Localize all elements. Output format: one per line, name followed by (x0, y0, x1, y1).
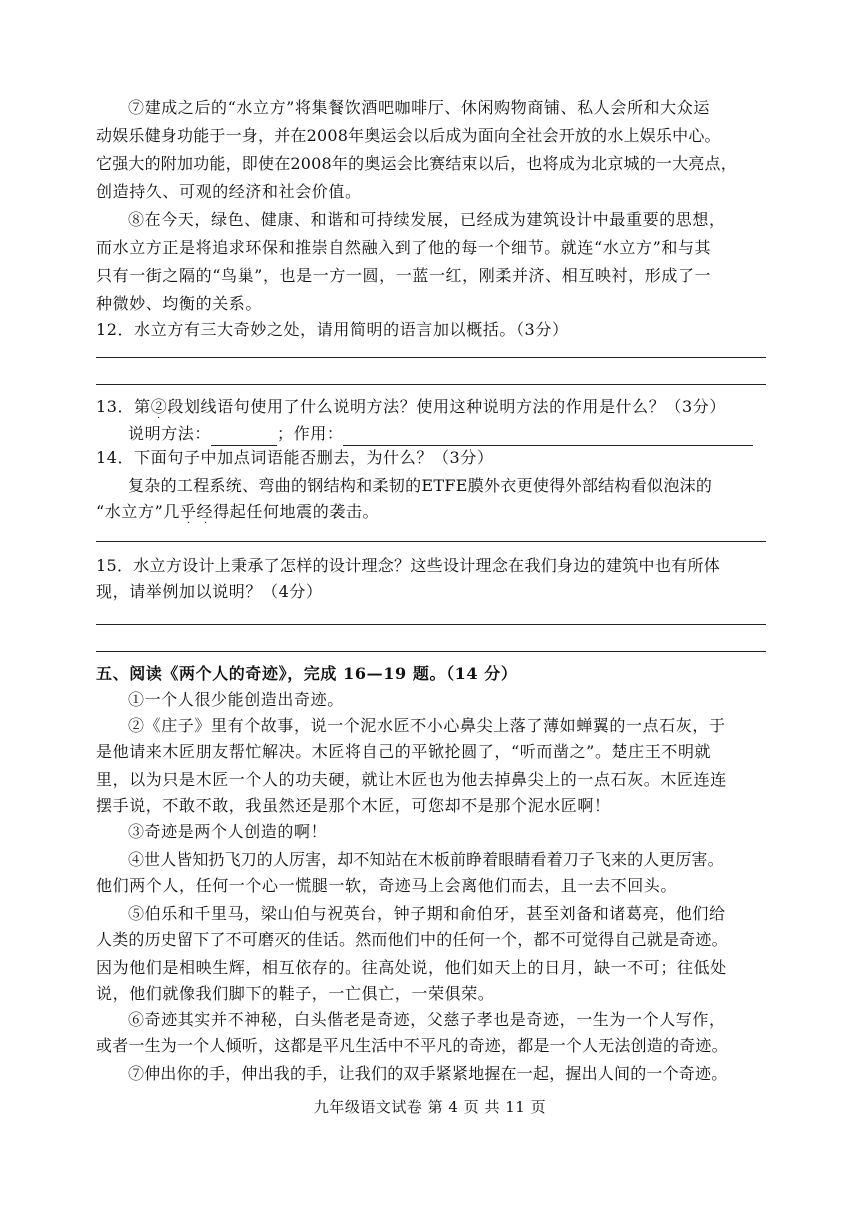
s5-p5-line4: 说，他们就像我们脚下的鞋子，一亡俱亡，一荣俱荣。 (96, 984, 495, 1003)
answer-line-15a[interactable] (96, 624, 766, 625)
passage-p8-line1: ⑧在今天，绿色、健康、和谐和可持续发展，已经成为建筑设计中最重要的思想， (128, 210, 726, 229)
passage-p8-line4: 种微妙、均衡的关系。 (96, 294, 263, 313)
s5-p1: ①一个人很少能创造出奇迹。 (128, 690, 344, 709)
effect-blank[interactable] (343, 427, 753, 446)
passage-p7-line4: 创造持久、可观的经济和社会价值。 (96, 182, 362, 201)
question-14: 14．下面句子中加点词语能否删去，为什么？（3分） (96, 448, 494, 467)
passage-p7-line2: 动娱乐健身功能于一身，并在2008年奥运会以后成为面向全社会开放的水上娱乐中心。 (96, 126, 721, 145)
section-5-heading: 五、阅读《两个人的奇迹》，完成 16—19 题。（14 分） (96, 664, 518, 683)
question-12: 12．水立方有三大奇妙之处，请用简明的语言加以概括。（3分） (96, 320, 569, 339)
s5-p7: ⑦伸出你的手，伸出我的手，让我们的双手紧紧地握在一起，握出人间的一个奇迹。 (128, 1064, 728, 1083)
question-14-sentence-line2: “水立方”几乎经得起任何地震的袭击。 (96, 502, 380, 521)
s5-p3: ③奇迹是两个人创造的啊！ (128, 822, 328, 841)
question-13: 13．第②段划线语句使用了什么说明方法？使用这种说明方法的作用是什么？（3分） (96, 397, 726, 416)
s5-p2-line4: 摆手说，不敢不敢，我虽然还是那个木匠，可您却不是那个泥水匠啊！ (96, 796, 611, 815)
method-blank[interactable] (211, 427, 277, 446)
answer-line-14[interactable] (96, 541, 766, 542)
question-14-sentence-line1: 复杂的工程系统、弯曲的钢结构和柔韧的ETFE膜外衣更使得外部结构看似泡沫的 (128, 476, 713, 495)
passage-p7-line1: ⑦建成之后的“水立方”将集餐饮酒吧咖啡厅、休闲购物商铺、私人会所和大众运 (128, 98, 710, 117)
passage-p8-line2: 而水立方正是将追求环保和推崇自然融入到了他的每一个细节。就连“水立方”和与其 (96, 238, 712, 257)
s5-p2-line3: 里，以为只是木匠一个人的功夫硬，就让木匠也为他去掉鼻尖上的一点石灰。木匠连连 (96, 770, 727, 789)
s5-p2-line2: 是他请来木匠朋友帮忙解决。木匠将自己的平锨抡圆了，“听而凿之”。楚庄王不明就 (96, 742, 712, 761)
effect-label: ；作用： (277, 424, 344, 443)
page-footer: 九年级语文试卷 第 4 页 共 11 页 (313, 1098, 547, 1116)
emphasis-dot: · (157, 413, 161, 424)
question-13-answer-row (128, 422, 768, 446)
question-15-line1: 15．水立方设计上秉承了怎样的设计理念？这些设计理念在我们身边的建筑中也有所体 (96, 556, 721, 575)
answer-line-12a[interactable] (96, 357, 766, 358)
passage-p7-line3: 它强大的附加功能，即使在2008年的奥运会比赛结束以后，也将成为北京城的一大亮点， (96, 154, 737, 173)
method-label: 说明方法： (128, 424, 212, 443)
s5-p5-line1: ⑤伯乐和千里马，梁山伯与祝英台，钟子期和俞伯牙，甚至刘备和诸葛亮，他们给 (128, 904, 726, 923)
emphasis-dot: · (187, 518, 191, 529)
passage-p8-line3: 只有一街之隔的“鸟巢”，也是一方一圆，一蓝一红，刚柔并济、相互映衬，形成了一 (96, 266, 712, 285)
answer-line-15b[interactable] (96, 651, 766, 652)
s5-p2-line1: ②《庄子》里有个故事，说一个泥水匠不小心鼻尖上落了薄如蝉翼的一点石灰，于 (128, 716, 726, 735)
s5-p6-line1: ⑥奇迹其实并不神秘，白头偕老是奇迹，父慈子孝也是奇迹，一生为一个人写作， (128, 1010, 726, 1029)
s5-p5-line2: 人类的历史留下了不可磨灭的佳话。然而他们中的任何一个，都不可觉得自己就是奇迹。 (96, 930, 728, 949)
answer-line-12b[interactable] (96, 384, 766, 385)
s5-p5-line3: 因为他们是相映生辉，相互依存的。往高处说，他们如天上的日月，缺一不可；往低处 (96, 958, 727, 977)
s5-p4-line2: 他们两个人，任何一个心一慌腿一软，奇迹马上会离他们而去，且一去不回头。 (96, 876, 678, 895)
emphasis-dot: · (204, 518, 208, 529)
s5-p4-line1: ④世人皆知扔飞刀的人厉害，却不知站在木板前睁着眼睛看着刀子飞来的人更厉害。 (128, 850, 724, 869)
question-15-line2: 现，请举例加以说明？（4分） (96, 582, 323, 601)
s5-p6-line2: 或者一生为一个人倾听，这都是平凡生活中不平凡的奇迹，都是一个人无法创造的奇迹。 (96, 1036, 728, 1055)
